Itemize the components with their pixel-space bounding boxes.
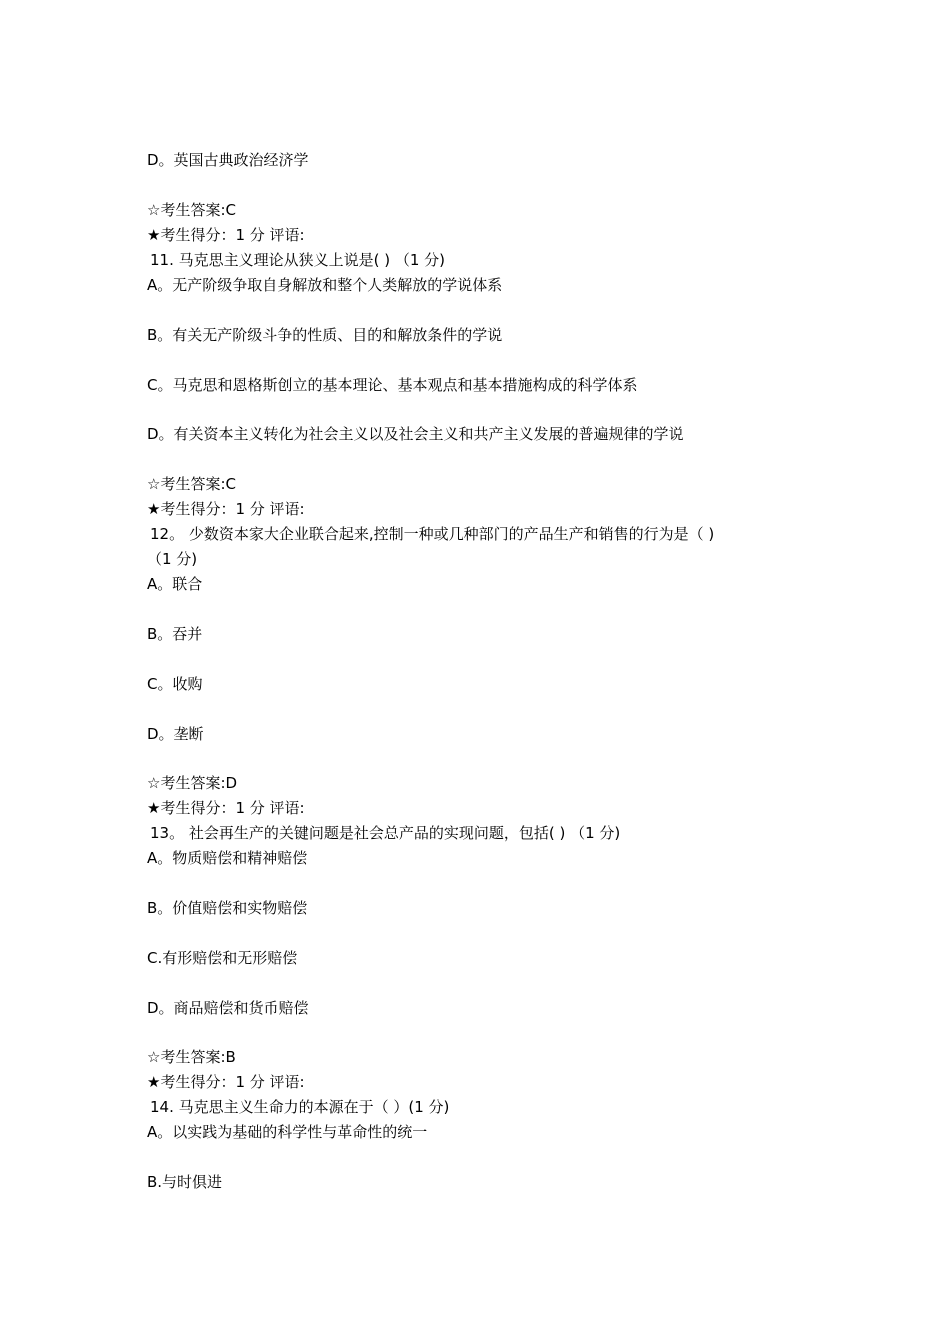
- option-b-q11: B。有关无产阶级斗争的性质、目的和解放条件的学说: [147, 326, 503, 344]
- option-c-q12: C。收购: [147, 675, 203, 693]
- option-c-q13: C.有形赔偿和无形赔偿: [147, 949, 298, 967]
- answer-q11: ☆考生答案:C: [147, 475, 236, 493]
- option-b-q13: B。价值赔偿和实物赔偿: [147, 899, 308, 917]
- score-q11: ★考生得分：1 分 评语:: [147, 500, 305, 518]
- option-d-q13: D。商品赔偿和货币赔偿: [147, 999, 309, 1017]
- score-q13: ★考生得分：1 分 评语:: [147, 1073, 305, 1091]
- option-a-q13: A。物质赔偿和精神赔偿: [147, 849, 308, 867]
- option-b-q12: B。吞并: [147, 625, 203, 643]
- answer-q12: ☆考生答案:D: [147, 774, 238, 792]
- score-q10: ★考生得分：1 分 评语:: [147, 226, 305, 244]
- option-c-q11: C。马克思和恩格斯创立的基本理论、基本观点和基本措施构成的科学体系: [147, 376, 638, 394]
- option-a-q12: A。联合: [147, 575, 203, 593]
- question-11: 11. 马克思主义理论从狭义上说是( ) （1 分): [150, 251, 446, 269]
- answer-q10: ☆考生答案:C: [147, 201, 236, 219]
- option-b-q14: B.与时俱进: [147, 1173, 223, 1191]
- answer-q13: ☆考生答案:B: [147, 1048, 236, 1066]
- option-d-q12: D。垄断: [147, 725, 204, 743]
- question-14: 14. 马克思主义生命力的本源在于（ ）(1 分): [150, 1098, 450, 1116]
- option-a-q11: A。无产阶级争取自身解放和整个人类解放的学说体系: [147, 276, 503, 294]
- option-a-q14: A。以实践为基础的科学性与革命性的统一: [147, 1123, 428, 1141]
- option-d-q11: D。有关资本主义转化为社会主义以及社会主义和共产主义发展的普遍规律的学说: [147, 425, 684, 443]
- question-12-points: （1 分): [147, 550, 198, 568]
- score-q12: ★考生得分：1 分 评语:: [147, 799, 305, 817]
- question-13: 13。 社会再生产的关键问题是社会总产品的实现问题，包括( ) （1 分): [150, 824, 621, 842]
- option-d-q10: D。英国古典政治经济学: [147, 151, 309, 169]
- question-12: 12。 少数资本家大企业联合起来,控制一种或几种部门的产品生产和销售的行为是（ ): [150, 525, 715, 543]
